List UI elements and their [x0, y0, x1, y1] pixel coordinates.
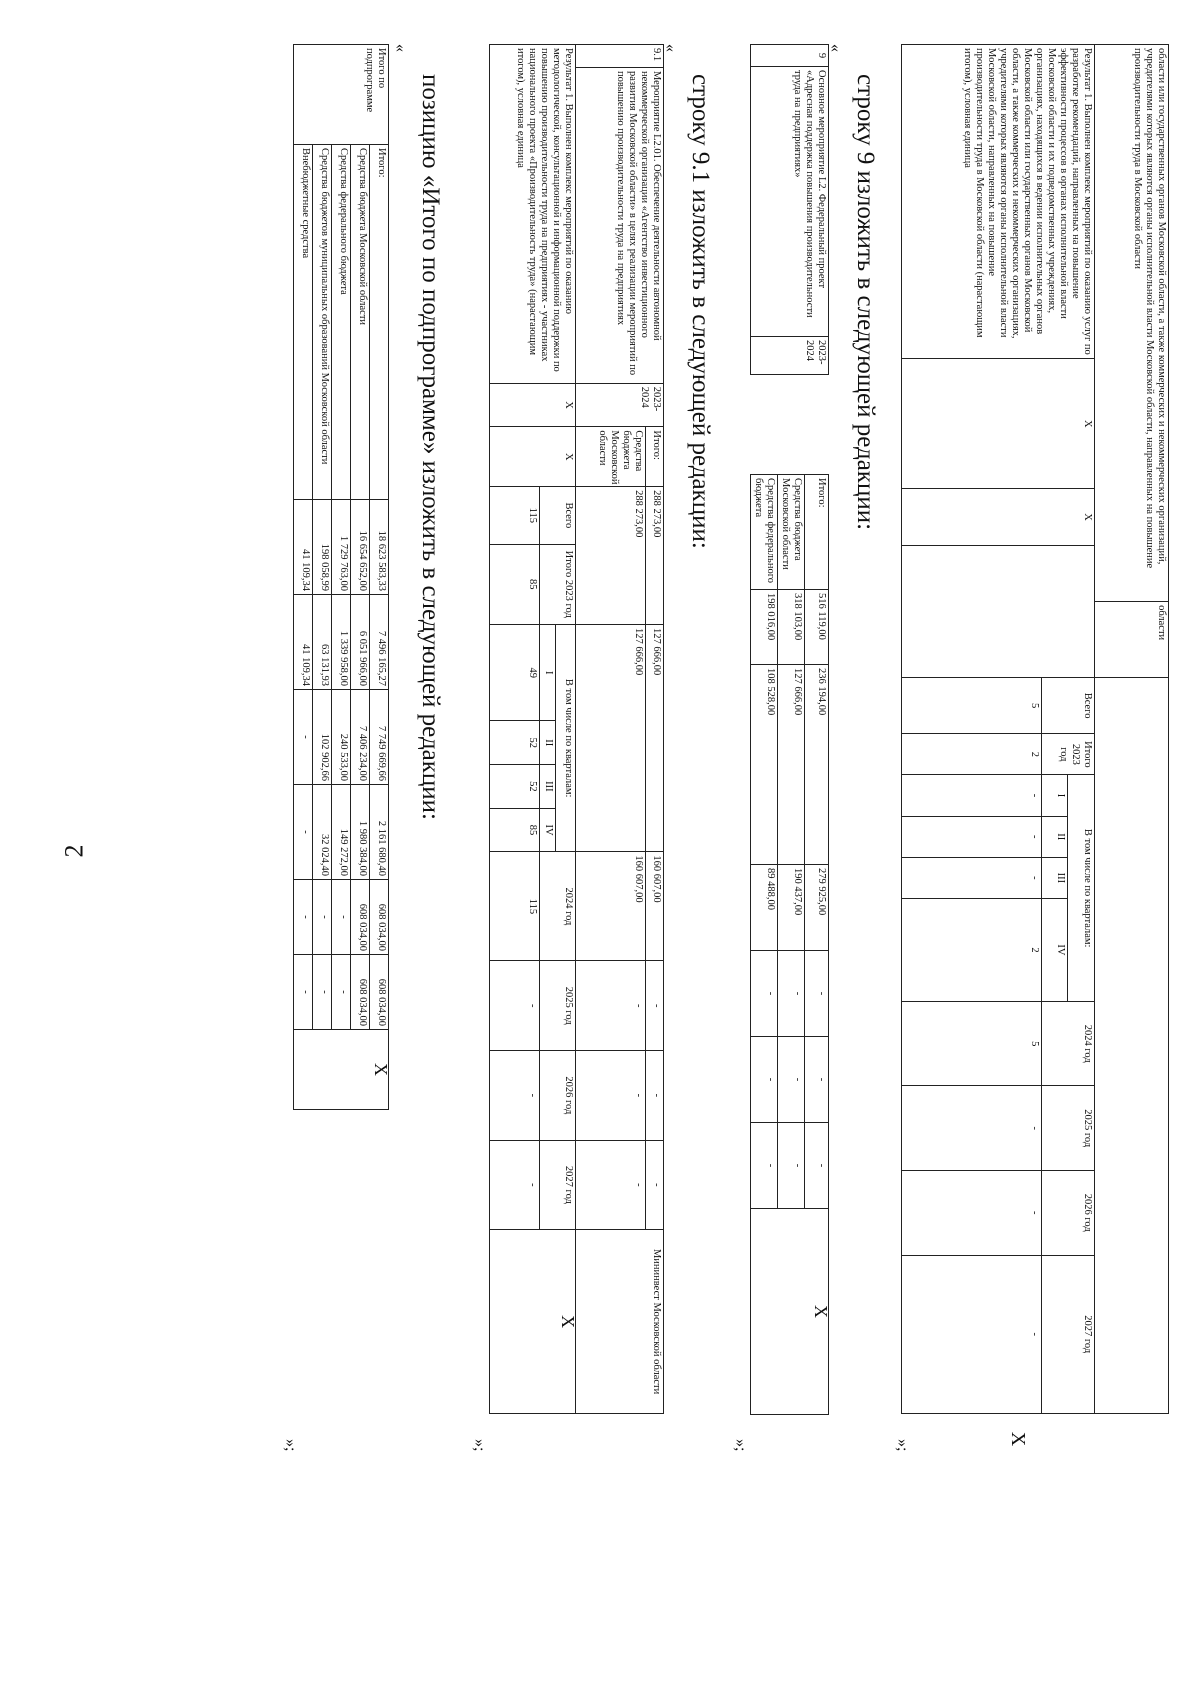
total-value: 41 109,34	[294, 500, 313, 595]
result-1-text: Результат 1. Выполнен комплекс мероприятий по оказанию услуг по разработке рекомендаций, направленных на повышение эффективности процессов в органах исполнительной власти Московской области и их подведомственных учреждениях, организациях, находящихся в ведении исполнительных органов Московской области или государственных органов Московской области, а также коммерческих и некоммерческих организациях, учредителями которых являются органы исполнительной власти Московской области, направленных на повышение производительности труда в Московской области (нарастающим итогом), условная единица	[902, 45, 1095, 359]
value-cell: -	[902, 1255, 1042, 1413]
result-1-text: Результат 1. Выполнен комплекс мероприятий по оказанию методологической, консультационной и информационной поддержки по повышению производительности труда на предприятиях - участниках национального проекта «Производительность труда» (нарастающим итогом), условная единица	[490, 45, 576, 384]
period: 2023-2024	[576, 383, 664, 427]
heading-row-9-1: строку 9.1 изложить в следующей редакции:	[687, 74, 714, 549]
total-value: 318 103,00	[778, 590, 805, 665]
x-mark: X	[490, 427, 576, 487]
closing-quote: »;	[732, 1439, 749, 1452]
value-cell: 5	[902, 1001, 1042, 1086]
value-2025: -	[805, 951, 829, 1037]
value-cell: 85	[490, 808, 540, 852]
value-cell: 2	[902, 734, 1042, 775]
value-2024: 102 902,66	[313, 690, 332, 785]
value-2027: -	[778, 1123, 805, 1209]
value-2027: -	[294, 955, 313, 1030]
value-cell: -	[902, 1170, 1042, 1255]
header-2025: 2025 год	[540, 961, 576, 1051]
value-2023: 7 496 165,27	[370, 595, 389, 690]
value-2026: 608 034,00	[351, 880, 370, 955]
x-mark: X	[490, 383, 576, 427]
value-2024: 160 607,00	[576, 852, 646, 961]
heading-subprogram-total: позицию «Итого по подпрограмме» изложить в следующей редакции:	[417, 74, 444, 820]
value-cell: -	[902, 1086, 1042, 1171]
header-vsego: Всего	[540, 487, 576, 544]
closing-quote: »;	[471, 1439, 488, 1452]
source-label: Средства федерального бюджета	[332, 145, 351, 500]
row-9-table	[729, 44, 829, 1464]
source-label: Средства бюджетов муниципальных образований Московской области	[313, 145, 332, 500]
quarter-label: IV	[1042, 898, 1069, 1001]
value-cell: -	[490, 1140, 540, 1230]
value-2023: 127 666,00	[778, 665, 805, 865]
value-2025: 149 272,00	[332, 785, 351, 880]
period: 2023-2024	[751, 337, 829, 375]
value-cell: 5	[902, 677, 1042, 733]
closing-quote: »;	[894, 1439, 911, 1452]
header-itogo-2023: Итого 2023 год	[540, 544, 576, 624]
value-cell: 52	[490, 721, 540, 765]
header-2027: 2027 год	[540, 1140, 576, 1230]
value-2023: 236 194,00	[805, 665, 829, 865]
total-value: 18 623 583,33	[370, 500, 389, 595]
value-2026: -	[294, 880, 313, 955]
value-cell: 2	[902, 898, 1042, 1001]
source-label: Внебюджетные средства	[294, 145, 313, 500]
value-2026: -	[751, 1037, 778, 1123]
page-number: 2	[59, 844, 89, 858]
value-2024: -	[294, 690, 313, 785]
total-value: 198 058,99	[313, 500, 332, 595]
source-label: Средства федерального бюджета	[751, 475, 778, 590]
value-cell: -	[902, 775, 1042, 816]
x-mark: X	[902, 359, 1095, 489]
value-cell: 115	[490, 852, 540, 961]
heading-row-9: строку 9 изложить в следующей редакции:	[852, 74, 879, 531]
quarter-label: III	[1042, 857, 1069, 898]
header-itogo-2023: Итого 2023 год	[1042, 734, 1095, 775]
open-quote: «	[662, 44, 679, 52]
value-2025: -	[778, 951, 805, 1037]
value-2024: 240 533,00	[332, 690, 351, 785]
x-mark: X	[751, 1209, 829, 1415]
value-2025: -	[646, 961, 664, 1051]
value-2025: 2 161 680,40	[370, 785, 389, 880]
header-2025: 2025 год	[1042, 1086, 1095, 1171]
x-mark: X	[490, 1230, 576, 1414]
header-2024: 2024 год	[1042, 1001, 1095, 1086]
source-label: Итого:	[646, 427, 664, 487]
value-cell: 115	[490, 487, 540, 544]
value-2026: -	[313, 880, 332, 955]
value-2027: -	[805, 1123, 829, 1209]
header-2027: 2027 год	[1042, 1255, 1095, 1413]
source-label: Средства бюджета Московской области	[576, 427, 646, 487]
value-2027: -	[313, 955, 332, 1030]
closing-quote: »;	[282, 1439, 299, 1452]
header-vsego: Всего	[1042, 677, 1095, 733]
x-mark-right: X	[1007, 1431, 1029, 1447]
quarter-label: I	[540, 624, 556, 720]
value-2026: -	[805, 1037, 829, 1123]
activity-description: области или государственных органов Московской области, а также коммерческих и некоммерческих организаций, учредителями которых являются органы исполнительной власти Московской области, направленных на повышение производительности труда в Московской области	[1095, 45, 1169, 602]
x-mark: X	[902, 489, 1095, 545]
header-quarters: В том числе по кварталам:	[1068, 775, 1095, 1001]
total-value: 516 119,00	[805, 590, 829, 665]
value-2025: 32 024,40	[313, 785, 332, 880]
activity-name: Мероприятие L2.01. Обеспечение деятельности автономной некоммерческой организации «Агентство инвестиционного развития Московской области» в целях реализации мероприятий по повышению производительности труда на предприятиях	[576, 67, 664, 383]
activity-name: Основное мероприятие L2. Федеральный проект «Адресная поддержка повышения производительности труда на предприятиях»	[751, 67, 829, 337]
value-2026: 608 034,00	[370, 880, 389, 955]
quarter-label: III	[540, 765, 556, 809]
x-mark: X	[294, 1030, 389, 1110]
value-2026: -	[332, 880, 351, 955]
value-2027: -	[332, 955, 351, 1030]
value-cell: -	[902, 816, 1042, 857]
value-cell: -	[490, 961, 540, 1051]
total-value: 1 729 763,00	[332, 500, 351, 595]
header-2024: 2024 год	[540, 852, 576, 961]
row-number: 9	[751, 45, 829, 67]
continuation-table	[894, 44, 1169, 1464]
header-2026: 2026 год	[1042, 1170, 1095, 1255]
source-label: Итого:	[370, 145, 389, 500]
total-value: 288 273,00	[646, 487, 664, 625]
quarter-label: I	[1042, 775, 1069, 816]
quarter-label: II	[1042, 816, 1069, 857]
value-2023: 127 666,00	[646, 624, 664, 851]
source-label: Итого:	[805, 475, 829, 590]
subprogram-name: Итого по подпрограмме	[294, 45, 389, 145]
value-2024: 160 607,00	[646, 852, 664, 961]
value-2024: 7 749 669,66	[370, 690, 389, 785]
value-2024: 89 488,00	[751, 865, 778, 951]
value-cell: -	[902, 857, 1042, 898]
value-2025: -	[576, 961, 646, 1051]
value-cell: 85	[490, 544, 540, 624]
value-2026: -	[576, 1051, 646, 1141]
header-quarters: В том числе по кварталам:	[556, 624, 576, 851]
open-quote: «	[392, 44, 409, 52]
value-2026: -	[646, 1051, 664, 1141]
value-2024: 279 925,00	[805, 865, 829, 951]
value-2023: 127 666,00	[576, 624, 646, 851]
total-value: 198 016,00	[751, 590, 778, 665]
row-9-1-table	[464, 44, 664, 1464]
value-2023: 6 051 966,00	[351, 595, 370, 690]
value-2023: 1 339 958,00	[332, 595, 351, 690]
value-2023: 41 109,34	[294, 595, 313, 690]
source-label: Средства бюджета Московской области	[351, 145, 370, 500]
open-quote: «	[827, 44, 844, 52]
value-2024: 190 437,00	[778, 865, 805, 951]
rotated-document-page	[61, 44, 1179, 1657]
value-2024: 7 406 234,00	[351, 690, 370, 785]
value-2027: 608 034,00	[370, 955, 389, 1030]
value-2026: -	[778, 1037, 805, 1123]
total-value: 16 654 652,00	[351, 500, 370, 595]
responsible-cell: области	[1095, 602, 1169, 678]
value-2027: -	[751, 1123, 778, 1209]
value-2027: -	[576, 1140, 646, 1230]
value-cell: 52	[490, 765, 540, 809]
quarter-label: II	[540, 721, 556, 765]
value-2025: -	[751, 951, 778, 1037]
value-2023: 63 131,93	[313, 595, 332, 690]
value-cell: 49	[490, 624, 540, 720]
value-2023: 108 528,00	[751, 665, 778, 865]
row-number: 9.1	[576, 45, 664, 68]
value-2025: -	[294, 785, 313, 880]
executor: Мининвест Московской области	[576, 1230, 664, 1414]
value-2027: 608 034,00	[351, 955, 370, 1030]
quarter-label: IV	[540, 808, 556, 852]
value-cell: -	[490, 1051, 540, 1141]
total-value: 288 273,00	[576, 487, 646, 625]
header-2026: 2026 год	[540, 1051, 576, 1141]
subprogram-total-table	[274, 44, 389, 1484]
value-2025: 1 980 384,00	[351, 785, 370, 880]
source-label: Средства бюджета Московской области	[778, 475, 805, 590]
value-2027: -	[646, 1140, 664, 1230]
